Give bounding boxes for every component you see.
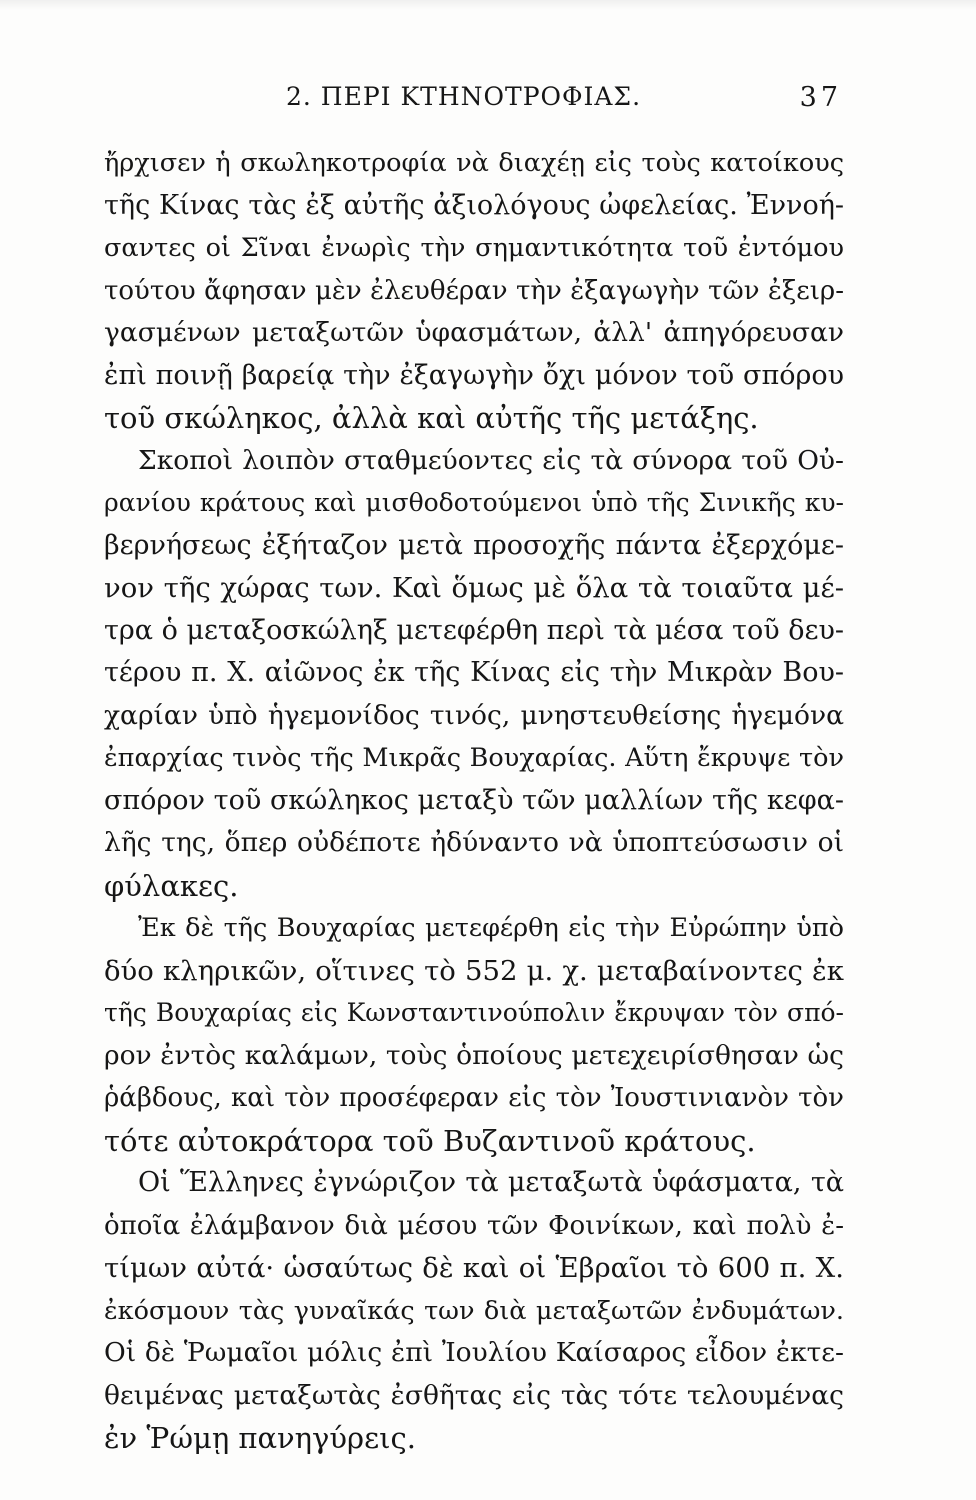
text-line: σπόρον τοῦ σκώληκος μεταξὺ τῶν μαλλίων τῆς κεφα- [104,784,844,816]
text-line: βερνήσεως ἐξήταζον μετὰ προσοχῆς πάντα ἐξερχόμε- [104,529,844,561]
text-line: τέρου π. Χ. αἰῶνος ἐκ τῆς Κίνας εἰς τὴν Μικρὰν Βου- [104,657,844,688]
text-line: τῆς Κίνας τὰς ἐξ αὐτῆς ἀξιολόγους ὠφελείας. Ἐννοή- [104,189,844,221]
text-line: τίμων αὐτά· ὡσαύτως δὲ καὶ οἱ Ἑβραῖοι τὸ 600 π. Χ. [104,1252,844,1284]
text-line: τότε αὐτοκράτορα τοῦ Βυζαντινοῦ κράτους. [104,1123,756,1158]
text-line: ὁποῖα ἐλάμβανον διὰ μέσου τῶν Φοινίκων, καὶ πολὺ ἐ- [104,1210,844,1241]
text-line: ἐν Ῥώμῃ πανηγύρεις. [104,1421,416,1455]
running-head-title: 2. ΠΕΡΙ ΚΤΗΝΟΤΡΟΦΙΑΣ. [286,82,642,111]
text-line: σαντες οἱ Σῖναι ἐνωρὶς τὴν σημαντικότητα τοῦ ἐντόμου [104,233,844,263]
text-line: λῆς της, ὅπερ οὐδέποτε ἠδύναντο νὰ ὑποπτεύσωσιν οἱ [104,827,844,858]
paragraph-start-line: Ἐκ δὲ τῆς Βουχαρίας μετεφέρθη εἰς τὴν Εὐρώπην ὑπὸ [138,913,844,943]
text-line: ρον ἐντὸς καλάμων, τοὺς ὁποίους μετεχειρίσθησαν ὡς [104,1039,844,1071]
text-line: τοῦ σκώληκος, ἀλλὰ καὶ αὐτῆς τῆς μετάξης. [104,401,759,435]
text-line: φύλακες. [104,868,239,903]
text-line: ρανίου κράτους καὶ μισθοδοτούμενοι ὑπὸ τῆς Σινικῆς κυ- [104,488,844,517]
text-line: γασμένων μεταξωτῶν ὑφασμάτων, ἀλλ' ἀπηγόρευσαν [104,317,844,348]
running-head [104,82,842,118]
text-line: ἤρχισεν ἡ σκωληκοτροφία νὰ διαχέῃ εἰς τοὺς κατοίκους [104,148,844,178]
text-line: νον τῆς χώρας των. Καὶ ὅμως μὲ ὅλα τὰ τοιαῦτα μέ- [104,572,844,604]
text-line: δύο κληρικῶν, οἵτινες τὸ 552 μ. χ. μεταβαίνοντες ἐκ [104,954,844,987]
top-edge-shadow [0,0,976,10]
text-line: ἐπὶ ποινῇ βαρείᾳ τὴν ἐξαγωγὴν ὄχι μόνον τοῦ σπόρου [104,359,844,391]
text-line: ἐκόσμουν τὰς γυναῖκάς των διὰ μεταξωτῶν ἐνδυμάτων. [104,1295,844,1326]
text-line: ἐπαρχίας τινὸς τῆς Μικρᾶς Βουχαρίας. Αὕτη ἔκρυψε τὸν [104,743,844,773]
text-line: Οἱ δὲ Ῥωμαῖοι μόλις ἐπὶ Ἰουλίου Καίσαρος εἶδον ἐκτε- [104,1337,844,1368]
page-number: 37 [799,82,842,113]
paragraph-start-line: Οἱ Ἕλληνες ἐγνώριζον τὰ μεταξωτὰ ὑφάσματα, τὰ [138,1167,844,1198]
body-text [104,142,844,1460]
text-line: τρα ὁ μεταξοσκώληξ μετεφέρθη περὶ τὰ μέσα τοῦ δευ- [104,614,844,646]
text-line: θειμένας μεταξωτὰς ἐσθῆτας εἰς τὰς τότε τελουμένας [104,1379,844,1411]
paragraph-start-line: Σκοποὶ λοιπὸν σταθμεύοντες εἰς τὰ σύνορα τοῦ Οὐ- [138,444,844,476]
text-line: τούτου ἄφησαν μὲν ἐλευθέραν τὴν ἐξαγωγὴν τῶν ἐξειρ- [104,275,844,306]
text-line: τῆς Βουχαρίας εἰς Κωνσταντινούπολιν ἔκρυψαν τὸν σπό- [104,998,844,1027]
text-line: ῥάβδους, καὶ τὸν προσέφεραν εἰς τὸν Ἰουστινιανὸν τὸν [104,1083,844,1113]
text-line: χαρίαν ὑπὸ ἡγεμονίδος τινός, μνηστευθείσης ἡγεμόνα [104,699,844,731]
